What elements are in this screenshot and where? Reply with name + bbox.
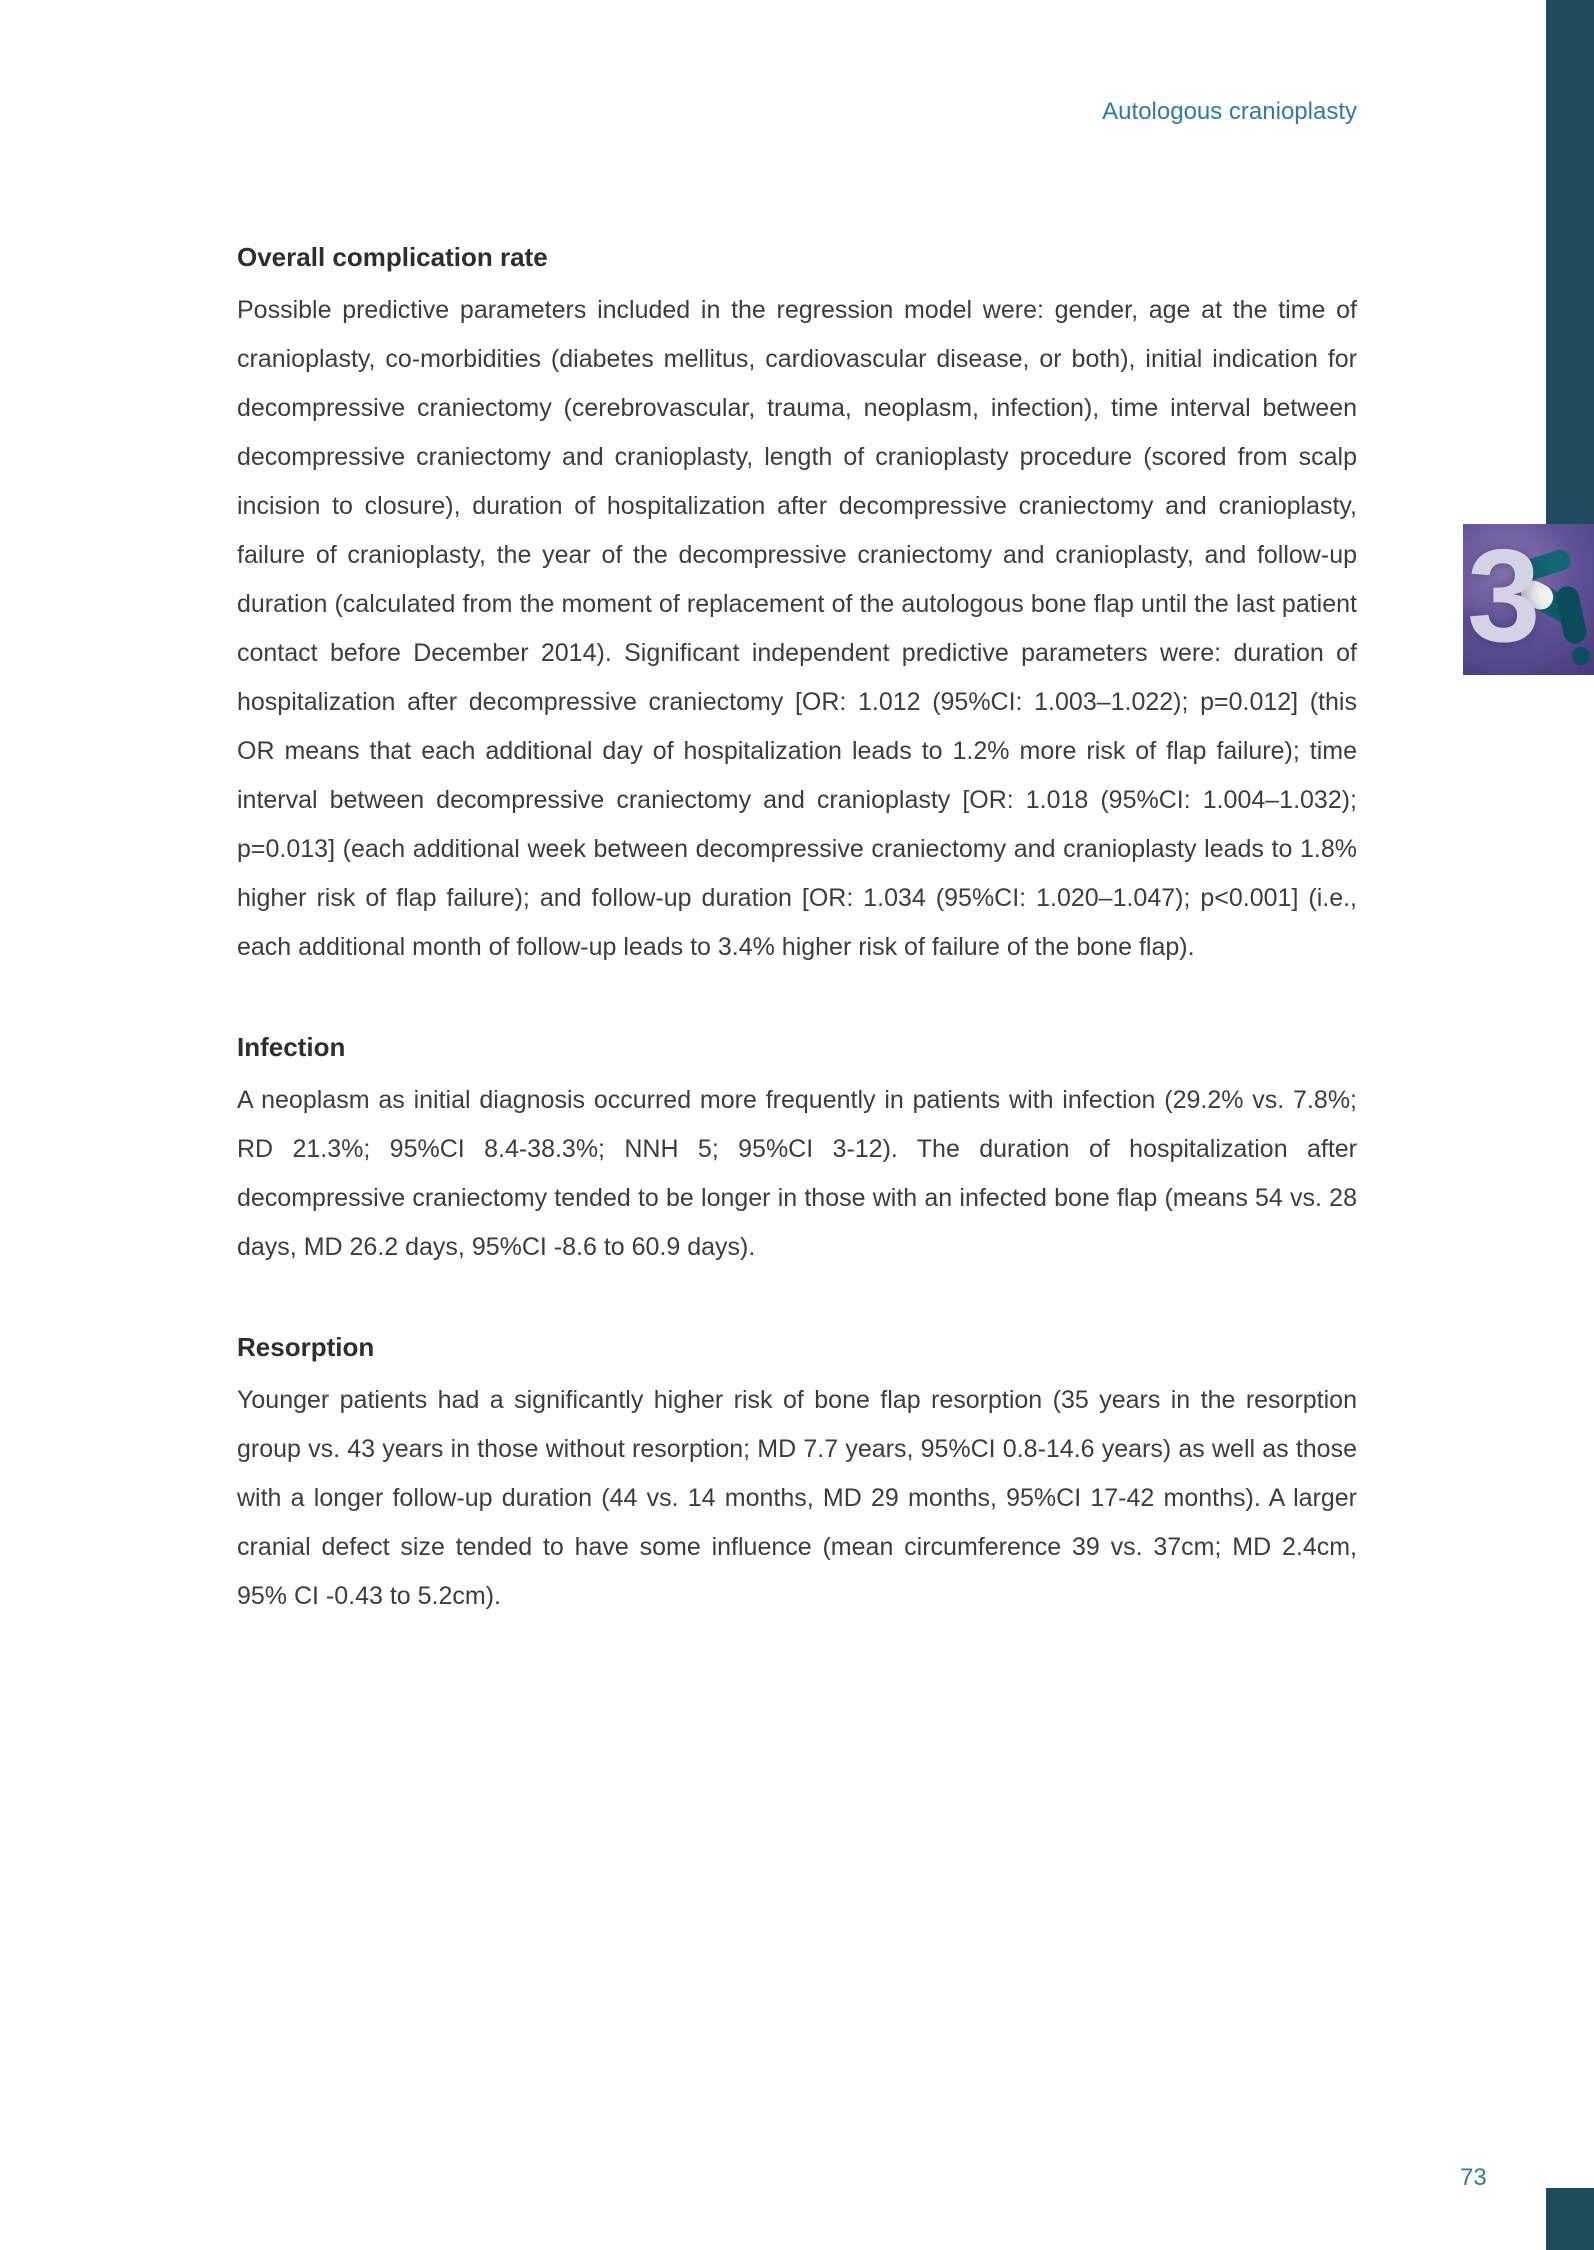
running-header: Autologous cranioplasty [1102,98,1357,125]
chapter-tab [1463,524,1594,675]
chapter-edge-band-bottom [1546,2188,1594,2250]
section-paragraph: A neoplasm as initial diagnosis occurred more frequently in patients with infection (29.2% vs. 7.8%; RD 21.3%; 95%CI 8.4-38.3%; NNH 5; 95%CI 3-12). The duration of hospitalization after decompressive craniectomy tended to be longer in those with an infected bone flap (means 54 vs. 28 days, MD 26.2 days, 95%CI -8.6 to 60.9 days). [237,1086,1357,1261]
section-paragraph: Possible predictive parameters included in the regression model were: gender, age at the time of cranioplasty, co-morbidities (diabetes mellitus, cardiovascular disease, or both), initial indication for decompressive craniectomy (cerebrovascular, trauma, neoplasm, infection), time interval between decompressive craniectomy and cranioplasty, length of cranioplasty procedure (scored from scalp incision to closure), duration of hospitalization after decompressive craniectomy and cranioplasty, failure of cranioplasty, the year of the decompressive craniectomy and cranioplasty, and follow-up duration (calculated from the moment of replacement of the autologous bone flap until the last patient contact before December 2014). Significant independent predictive parameters were: duration of hospitalization after decompressive craniectomy [OR: 1.012 (95%CI: 1.003–1.022); p=0.012] (this OR means that each additional day of hospitalization leads to 1.2% more risk of flap failure); time interval between decompressive craniectomy and cranioplasty [OR: 1.018 (95%CI: 1.004–1.032); p=0.013] (each additional week between decompressive craniectomy and cranioplasty leads to 1.8% higher risk of flap failure); and follow-up duration [OR: 1.034 (95%CI: 1.020–1.047); p<0.001] (i.e., each additional month of follow-up leads to 3.4% higher risk of failure of the bone flap). [237,296,1357,961]
page-number: 73 [1460,2164,1487,2191]
section-overall-complication-rate [237,240,1357,972]
section-infection [237,1030,1357,1272]
section-heading: Resorption [237,1332,375,1362]
section-heading: Infection [237,1032,346,1062]
chapter-number: 3 [1467,524,1537,669]
main-text-column [237,240,1357,1621]
chapter-edge-band-top [1546,0,1594,524]
section-paragraph: Younger patients had a significantly higher risk of bone flap resorption (35 years in the resorption group vs. 43 years in those without resorption; MD 7.7 years, 95%CI 0.8-14.6 years) as well as those with a longer follow-up duration (44 vs. 14 months, MD 29 months, 95%CI 17-42 months). A larger cranial defect size tended to have some influence (mean circumference 39 vs. 37cm; MD 2.4cm, 95% CI -0.43 to 5.2cm). [237,1386,1357,1610]
section-heading: Overall complication rate [237,242,548,272]
section-resorption [237,1330,1357,1621]
